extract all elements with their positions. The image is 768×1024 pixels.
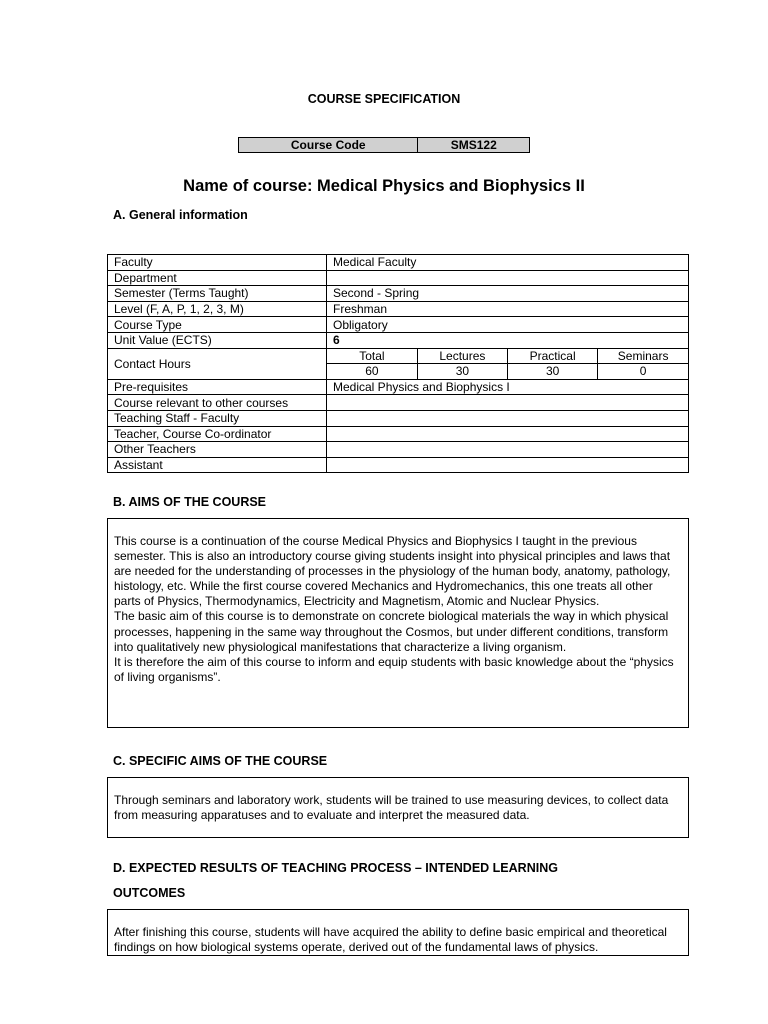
document-title: COURSE SPECIFICATION [307, 92, 461, 106]
row-value: Freshman [327, 301, 689, 317]
row-value [327, 442, 689, 458]
course-name: Name of course: Medical Physics and Biophysics II [183, 177, 585, 195]
table-row [108, 426, 689, 442]
contact-hours-header: Lectures [417, 349, 507, 364]
table-row [108, 410, 689, 426]
general-info-table [107, 254, 689, 473]
specific-aims-text: Through seminars and laboratory work, students will be trained to use measuring devices, to collect data from measuring apparatuses and to evaluate and interpret the measured data. [114, 793, 669, 823]
row-label: Department [108, 270, 327, 286]
row-label: Unit Value (ECTS) [108, 332, 327, 348]
table-row [108, 395, 689, 411]
contact-hours-header: Seminars [598, 349, 688, 364]
contact-hours-table [327, 349, 688, 379]
table-row [108, 255, 689, 271]
aims-heading: B. AIMS OF THE COURSE [113, 495, 267, 509]
row-label: Assistant [108, 457, 327, 473]
contact-hours-row [108, 348, 689, 379]
row-value: Second - Spring [327, 286, 689, 302]
aims-paragraph: The basic aim of this course is to demonstrate on concrete biological materials the way in which physical processes, happening in the same way throughout the Cosmos, but under different conditions, transform into qualitatively new physiological manifestations that characterize a living organism. [114, 609, 669, 654]
contact-hours-value: 30 [417, 364, 507, 379]
row-label: Course Type [108, 317, 327, 333]
contact-hours-header: Total [359, 348, 385, 363]
row-label: Faculty [108, 255, 327, 271]
aims-text-box [107, 518, 689, 728]
row-label: Contact Hours [108, 348, 327, 379]
table-row [108, 301, 689, 317]
row-label: Pre-requisites [108, 379, 327, 395]
row-value [327, 395, 689, 411]
row-value: Obligatory [327, 317, 689, 333]
specific-aims-heading: C. SPECIFIC AIMS OF THE COURSE [113, 754, 328, 768]
contact-hours-value: 30 [508, 364, 598, 379]
contact-hours-value: 0 [598, 364, 688, 379]
row-value [327, 457, 689, 473]
row-value: Medical Faculty [327, 255, 689, 271]
row-label: Teacher, Course Co-ordinator [108, 426, 327, 442]
row-label: Course relevant to other courses [108, 395, 327, 411]
contact-hours-value: 60 [327, 364, 417, 379]
general-info-heading: A. General information [113, 208, 248, 222]
expected-results-text: After finishing this course, students will have acquired the ability to define basic empirical and theoretical findings on how biological systems operate, derived out of the fundamental laws of physics. [114, 925, 667, 955]
aims-paragraph: It is therefore the aim of this course to inform and equip students with basic knowledge about the “physics of living organisms”. [114, 654, 674, 684]
row-value: 6 [327, 332, 689, 348]
course-code-value: SMS122 [418, 138, 530, 153]
row-label: Other Teachers [108, 442, 327, 458]
table-row [108, 442, 689, 458]
table-row [108, 286, 689, 302]
table-row [108, 317, 689, 333]
row-value [327, 410, 689, 426]
row-value [327, 426, 689, 442]
expected-results-heading-line2: OUTCOMES [113, 886, 186, 900]
row-label: Semester (Terms Taught) [108, 286, 327, 302]
row-value [327, 270, 689, 286]
contact-hours-cell [327, 348, 689, 379]
course-code-label: Course Code [239, 138, 418, 153]
row-label: Level (F, A, P, 1, 2, 3, M) [108, 301, 327, 317]
table-row [108, 457, 689, 473]
table-row [108, 379, 689, 395]
contact-hours-header: Practical [508, 349, 598, 364]
expected-results-heading-line1: D. EXPECTED RESULTS OF TEACHING PROCESS – INTENDED LEARNING [113, 861, 558, 875]
course-code-table [238, 137, 530, 153]
table-row [108, 332, 689, 348]
row-value: Medical Physics and Biophysics I [327, 379, 689, 395]
specific-aims-text-box [107, 777, 689, 838]
row-label: Teaching Staff - Faculty [108, 410, 327, 426]
aims-paragraph: This course is a continuation of the course Medical Physics and Biophysics I taught in the previous semester. This is also an introductory course giving students insight into physical principles and laws that are needed for the understanding of processes in the physiology of the human body, anatomy, pathology, histology, etc. While the first course covered Mechanics and Hydromechanics, this one treats all other parts of Physics, Thermodynamics, Electricity and Magnetism, Atomic and Nuclear Physics. [114, 534, 671, 609]
table-row [108, 270, 689, 286]
expected-results-text-box [107, 909, 689, 956]
